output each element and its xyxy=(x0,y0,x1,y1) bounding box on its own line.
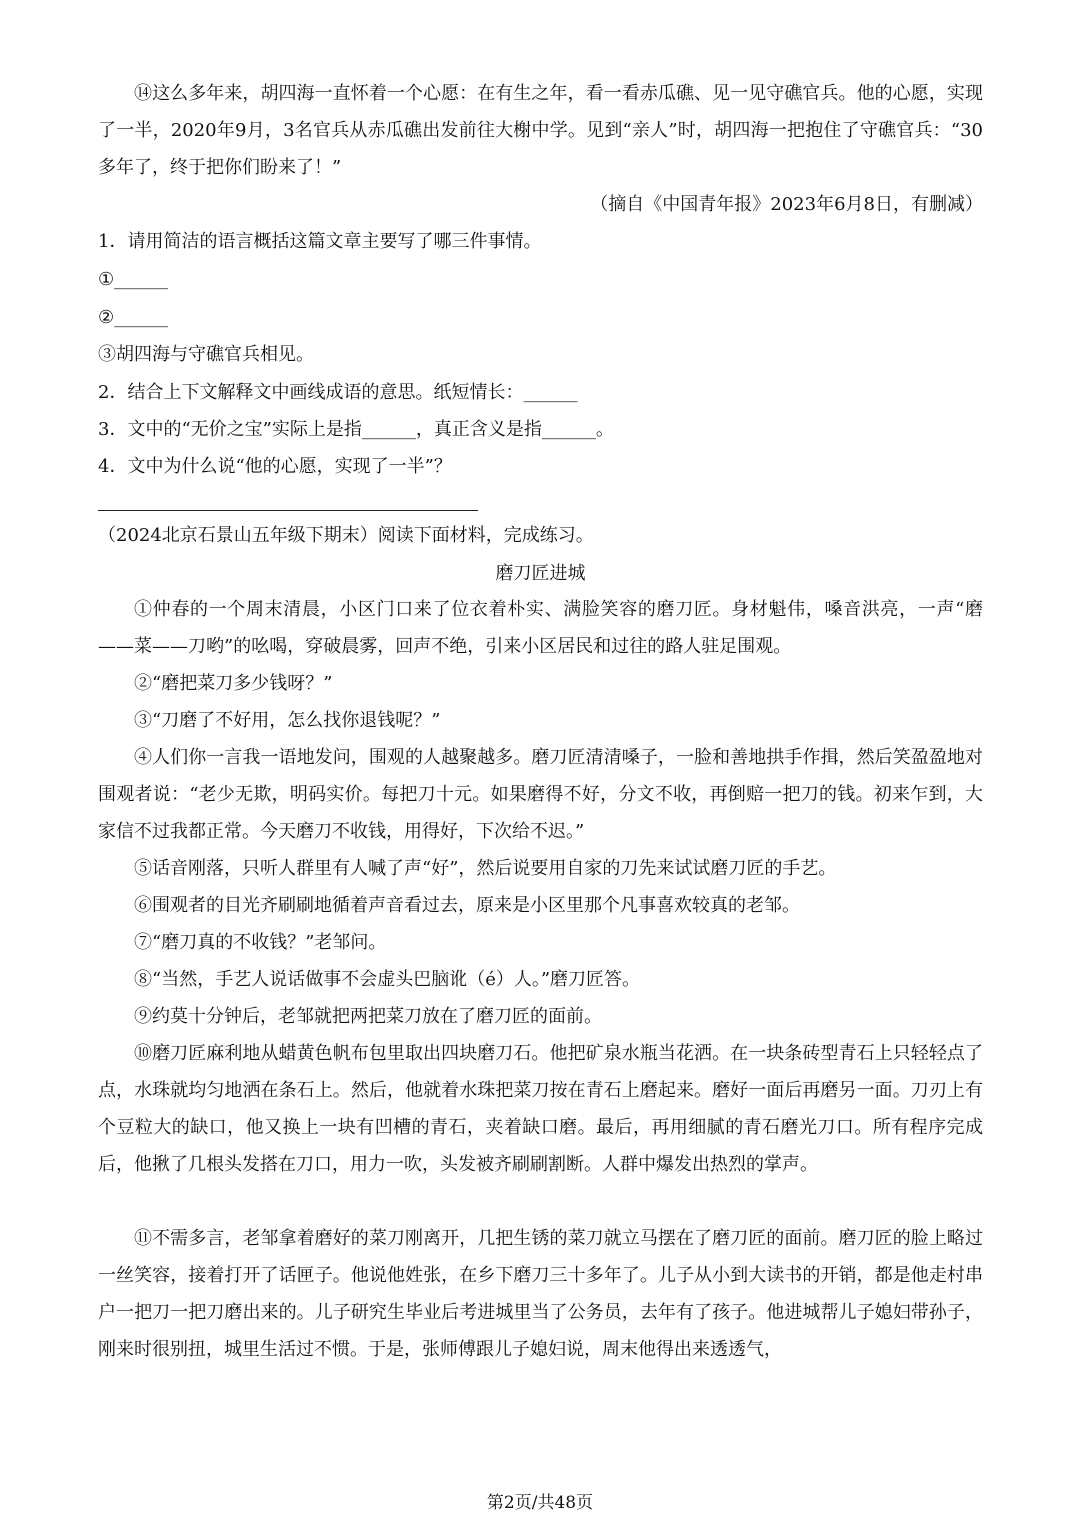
passage2-paragraph-5: ⑤话音刚落，只听人群里有人喊了声“好”，然后说要用自家的刀先来试试磨刀匠的手艺。 xyxy=(134,858,837,879)
question-1-answer-c: ③胡四海与守礁官兵相见。 xyxy=(98,344,314,365)
passage2-paragraph-2: ②“磨把菜刀多少钱呀？” xyxy=(134,673,333,694)
passage2-paragraph-4: ④人们你一言我一语地发问，围观的人越聚越多。磨刀匠清清嗓子，一脸和善地拱手作揖，然后笑盈盈地对围观者说：“老少无欺，明码实价。每把刀十元。如果磨得不好，分文不收，再倒赔一把刀的钱。初来乍到，大家信不过我都正常。今天磨刀不收钱，用得好，下次给不迟。” xyxy=(98,747,983,842)
passage2-paragraph-8: ⑧“当然，手艺人说话做事不会虚头巴脑讹（é）人。”磨刀匠答。 xyxy=(134,969,641,990)
question-1-answer-b: ②______ xyxy=(98,307,169,328)
passage2-paragraph-9: ⑨约莫十分钟后，老邹就把两把菜刀放在了磨刀匠的面前。 xyxy=(134,1006,602,1027)
passage2-intro: （2024北京石景山五年级下期末）阅读下面材料，完成练习。 xyxy=(98,525,594,546)
passage1-paragraph-14: ⑭这么多年来，胡四海一直怀着一个心愿：在有生之年，看一看赤瓜礁、见一见守礁官兵。他的心愿，实现了一半，2020年9月，3名官兵从赤瓜礁出发前往大榭中学。见到“亲人”时，胡四海一把抱住了守礁官兵：“30多年了，终于把你们盼来了！” xyxy=(98,83,983,178)
passage2-paragraph-3: ③“刀磨了不好用，怎么找你退钱呢？” xyxy=(134,710,441,731)
passage2-paragraph-6: ⑥围观者的目光齐刷刷地循着声音看过去，原来是小区里那个凡事喜欢较真的老邹。 xyxy=(134,895,800,916)
question-4: 4．文中为什么说“他的心愿，实现了一半”？ xyxy=(98,456,452,477)
question-2: 2．结合上下文解释文中画线成语的意思。纸短情长：______ xyxy=(98,382,578,403)
passage2-paragraph-10: ⑩磨刀匠麻利地从蜡黄色帆布包里取出四块磨刀石。他把矿泉水瓶当花洒。在一块条砖型青石上只轻轻点了点，水珠就均匀地洒在条石上。然后，他就着水珠把菜刀按在青石上磨起来。磨好一面后再磨另一面。刀刃上有个豆粒大的缺口，他又换上一块有凹槽的青石，夹着缺口磨。最后，再用细腻的青石磨光刀口。所有程序完成后，他揪了几根头发搭在刀口，用力一吹，头发被齐刷刷割断。人群中爆发出热烈的掌声。 xyxy=(98,1043,983,1175)
passage1-source: （摘自《中国青年报》2023年6月8日，有删减） xyxy=(590,194,983,215)
passage2-paragraph-11: ⑪不需多言，老邹拿着磨好的菜刀刚离开，几把生锈的菜刀就立马摆在了磨刀匠的面前。磨刀匠的脸上略过一丝笑容，接着打开了话匣子。他说他姓张，在乡下磨刀三十多年了。儿子从小到大读书的开销，都是他走村串户一把刀一把刀磨出来的。儿子研究生毕业后考进城里当了公务员，去年有了孩子。他进城帮儿子媳妇带孙子，刚来时很别扭，城里生活过不惯。于是，张师傅跟儿子媳妇说，周末他得出来透透气， xyxy=(98,1228,983,1360)
question-3: 3．文中的“无价之宝”实际上是指______，真正含义是指______。 xyxy=(98,419,614,440)
answer-line xyxy=(98,510,478,511)
question-1: 1．请用简洁的语言概括这篇文章主要写了哪三件事情。 xyxy=(98,231,542,252)
passage2-paragraph-7: ⑦“磨刀真的不收钱？”老邹问。 xyxy=(134,932,387,953)
passage2-paragraph-1: ①仲春的一个周末清晨，小区门口来了位衣着朴实、满脸笑容的磨刀匠。身材魁伟，嗓音洪亮，一声“磨——菜——刀哟”的吆喝，穿破晨雾，回声不绝，引来小区居民和过往的路人驻足围观。 xyxy=(98,599,983,657)
question-1-answer-a: ①______ xyxy=(98,269,169,290)
passage2-title: 磨刀匠进城 xyxy=(495,563,586,584)
page-number: 第2页/共48页 xyxy=(486,1493,594,1513)
